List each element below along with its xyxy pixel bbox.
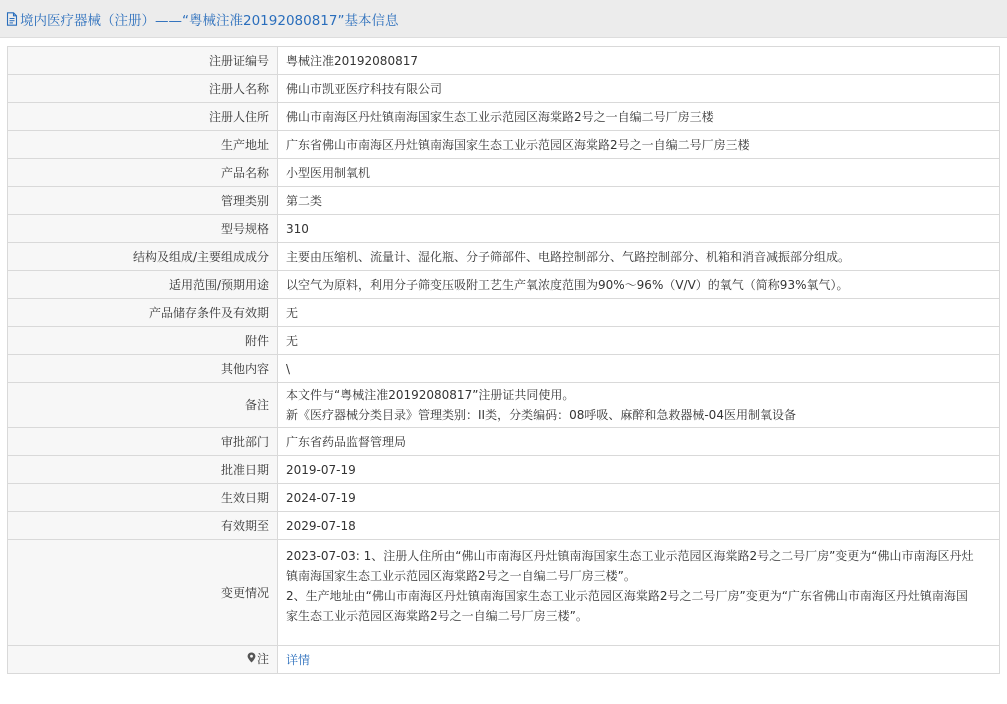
- field-label: 适用范围/预期用途: [8, 271, 278, 299]
- table-row: [8, 103, 1000, 131]
- table-row: [8, 215, 1000, 243]
- changes-line: 2023-07-03: 1、注册人住所由“佛山市南海区丹灶镇南海国家生态工业示范园区海棠路2号之二号厂房”变更为“佛山市南海区丹灶: [286, 549, 974, 563]
- field-value: 粤械注准20192080817: [278, 47, 1000, 75]
- field-value: 无: [278, 327, 1000, 355]
- changes-line: 2、生产地址由“佛山市南海区丹灶镇南海国家生态工业示范园区海棠路2号之二号厂房”变更为“广东省佛山市南海区丹灶镇南海国: [286, 589, 968, 603]
- note-label: 注: [256, 652, 269, 667]
- field-label: 注册人名称: [8, 75, 278, 103]
- table-row: [8, 456, 1000, 484]
- table-row: [8, 428, 1000, 456]
- field-value: 310: [278, 215, 1000, 243]
- field-label: 变更情况: [8, 540, 278, 646]
- field-label: 备注: [8, 383, 278, 428]
- field-value: 广东省佛山市南海区丹灶镇南海国家生态工业示范园区海棠路2号之一自编二号厂房三楼: [278, 131, 1000, 159]
- page-title: 境内医疗器械（注册）——“粤械注准20192080817”基本信息: [20, 12, 399, 29]
- field-value: \: [278, 355, 1000, 383]
- field-label: 注册人住所: [8, 103, 278, 131]
- table-row-changes: [8, 540, 1000, 646]
- field-label: 批准日期: [8, 456, 278, 484]
- table-row: [8, 131, 1000, 159]
- table-row: [8, 271, 1000, 299]
- note-value: [278, 646, 1000, 674]
- field-label: 管理类别: [8, 187, 278, 215]
- field-value: 以空气为原料，利用分子筛变压吸附工艺生产氧浓度范围为90%～96%（V/V）的氧气（简称93%氧气）。: [278, 271, 1000, 299]
- table-row: [8, 327, 1000, 355]
- note-label-cell: [8, 646, 278, 674]
- changes-line: 镇南海国家生态工业示范园区海棠路2号之一自编二号厂房三楼”。: [286, 569, 636, 583]
- remarks-line: 新《医疗器械分类目录》管理类别：II类，分类编码：08呼吸、麻醉和急救器械-04医用制氧设备: [286, 408, 796, 422]
- table-row: [8, 299, 1000, 327]
- changes-line: 家生态工业示范园区海棠路2号之一自编二号厂房三楼”。: [286, 609, 588, 623]
- table-row-note: [8, 646, 1000, 674]
- field-label: 注册证编号: [8, 47, 278, 75]
- field-label: 有效期至: [8, 512, 278, 540]
- field-label: 产品储存条件及有效期: [8, 299, 278, 327]
- field-value: 佛山市凯亚医疗科技有限公司: [278, 75, 1000, 103]
- map-pin-icon: [247, 649, 256, 669]
- field-label: 型号规格: [8, 215, 278, 243]
- field-label: 结构及组成/主要组成成分: [8, 243, 278, 271]
- field-value: 广东省药品监督管理局: [278, 428, 1000, 456]
- table-row: [8, 187, 1000, 215]
- field-value: 无: [278, 299, 1000, 327]
- field-label: 生产地址: [8, 131, 278, 159]
- field-value: 第二类: [278, 187, 1000, 215]
- field-value: 2029-07-18: [278, 512, 1000, 540]
- device-info-table: [7, 46, 1000, 674]
- field-label: 生效日期: [8, 484, 278, 512]
- details-link[interactable]: 详情: [286, 652, 311, 667]
- remarks-line: 本文件与“粤械注准20192080817”注册证共同使用。: [286, 388, 575, 402]
- table-row: [8, 512, 1000, 540]
- table-row: [8, 243, 1000, 271]
- table-row-remarks: [8, 383, 1000, 428]
- document-icon: [6, 12, 18, 26]
- field-label: 其他内容: [8, 355, 278, 383]
- field-label: 产品名称: [8, 159, 278, 187]
- table-row: [8, 159, 1000, 187]
- field-label: 附件: [8, 327, 278, 355]
- field-value: 小型医用制氧机: [278, 159, 1000, 187]
- changes-value: [278, 540, 1000, 646]
- field-value: 2024-07-19: [278, 484, 1000, 512]
- remarks-value: [278, 383, 1000, 428]
- table-row: [8, 484, 1000, 512]
- field-value: 2019-07-19: [278, 456, 1000, 484]
- page-header: [0, 0, 1007, 38]
- table-row: [8, 75, 1000, 103]
- field-value: 佛山市南海区丹灶镇南海国家生态工业示范园区海棠路2号之一自编二号厂房三楼: [278, 103, 1000, 131]
- table-row: [8, 47, 1000, 75]
- table-row: [8, 355, 1000, 383]
- field-label: 审批部门: [8, 428, 278, 456]
- field-value: 主要由压缩机、流量计、湿化瓶、分子筛部件、电路控制部分、气路控制部分、机箱和消音减振部分组成。: [278, 243, 1000, 271]
